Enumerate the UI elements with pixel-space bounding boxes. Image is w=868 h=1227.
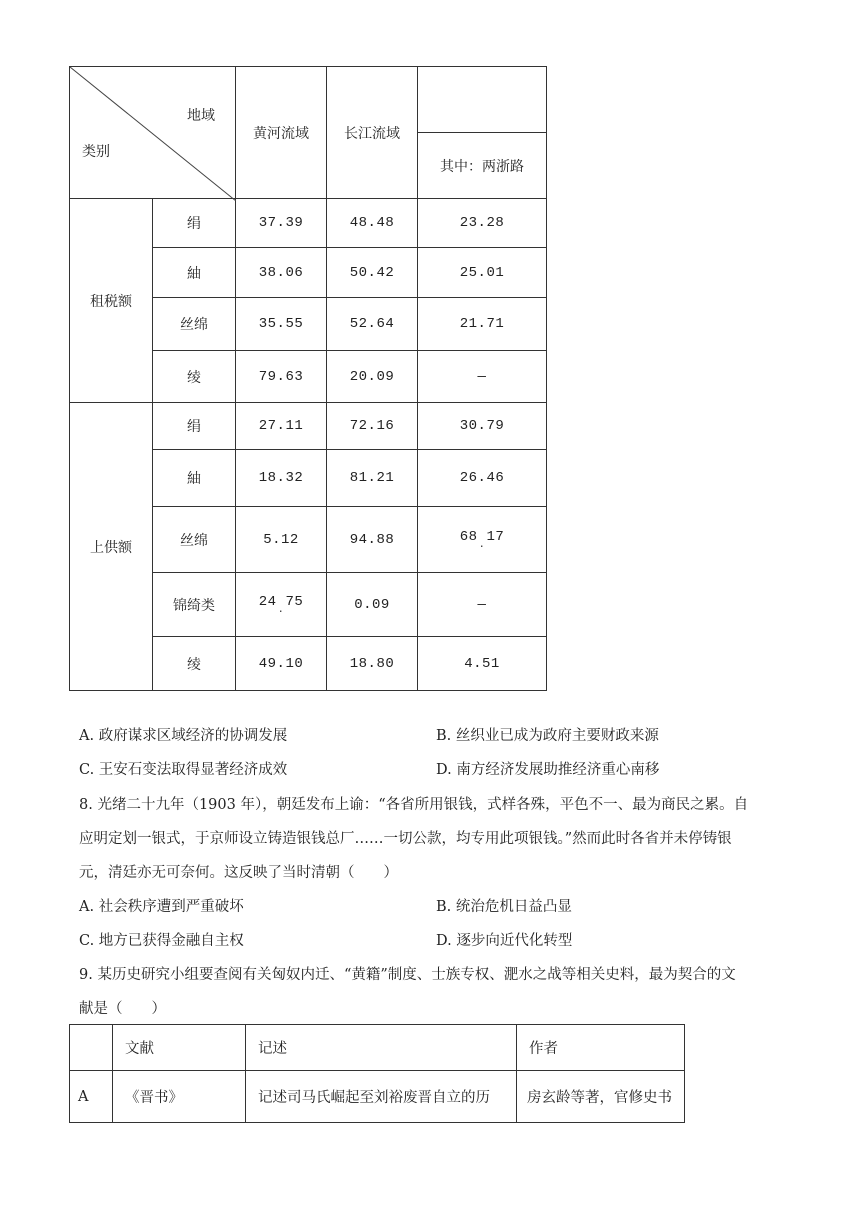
cell-huanghe: 35.55 — [236, 298, 327, 351]
cell-liangzhe: — — [418, 573, 547, 637]
header-category-label: 类别 — [82, 144, 110, 160]
item-label: 紬 — [153, 450, 236, 507]
cell-changjiang: 52.64 — [327, 298, 418, 351]
t2-row-doc: 《晋书》 — [113, 1071, 246, 1123]
cell-liangzhe — [418, 507, 547, 573]
item-label: 丝绵 — [153, 298, 236, 351]
q9-stem-line2: 献是（ ） — [79, 1001, 166, 1017]
cell-huanghe: 37.39 — [236, 199, 327, 248]
cell-huanghe: 38.06 — [236, 248, 327, 298]
cell-changjiang: 81.21 — [327, 450, 418, 507]
item-label: 绫 — [153, 637, 236, 691]
cell-changjiang: 94.88 — [327, 507, 418, 573]
t2-header-doc: 文献 — [113, 1025, 246, 1071]
t2-header-label — [70, 1025, 113, 1071]
silk-tax-table — [69, 66, 547, 691]
cell-changjiang: 48.48 — [327, 199, 418, 248]
col-header-changjiang: 长江流域 — [327, 67, 418, 199]
q7-option-d[interactable]: D. 南方经济发展助推经济重心南移 — [436, 762, 660, 778]
col-header-huanghe: 黄河流域 — [236, 67, 327, 199]
q8-stem-line1: 8. 光绪二十九年（1903 年），朝廷发布上谕：“各省所用银钱，式样各殊，平色不一、最为商民之累。自 — [79, 797, 749, 813]
q8-option-c[interactable]: C. 地方已获得金融自主权 — [79, 933, 244, 949]
t2-header-author: 作者 — [517, 1025, 685, 1071]
item-label: 绢 — [153, 403, 236, 450]
item-label: 丝绵 — [153, 507, 236, 573]
cell-liangzhe: 30.79 — [418, 403, 547, 450]
q8-option-d[interactable]: D. 逐步向近代化转型 — [436, 933, 573, 949]
cell-liangzhe: 4.51 — [418, 637, 547, 691]
cell-huanghe: 18.32 — [236, 450, 327, 507]
col-header-liangzhe: 其中：两浙路 — [418, 133, 547, 199]
header-region-label: 地域 — [187, 108, 215, 124]
item-label: 锦绮类 — [153, 573, 236, 637]
item-label: 绢 — [153, 199, 236, 248]
q7-option-c[interactable]: C. 王安石变法取得显著经济成效 — [79, 762, 288, 778]
item-label: 紬 — [153, 248, 236, 298]
cell-huanghe: 49.10 — [236, 637, 327, 691]
t2-header-desc: 记述 — [246, 1025, 517, 1071]
cell-huanghe: 5.12 — [236, 507, 327, 573]
q8-stem-line3: 元，清廷亦无可奈何。这反映了当时清朝（ ） — [79, 865, 398, 881]
t2-row-author: 房玄龄等著，官修史书 — [517, 1071, 685, 1123]
group-label-tribute: 上供额 — [70, 403, 153, 691]
t2-row-label[interactable]: A — [70, 1071, 113, 1123]
q8-option-b[interactable]: B. 统治危机日益凸显 — [436, 899, 572, 915]
diagonal-header-cell — [70, 67, 236, 199]
cell-liangzhe: — — [418, 351, 547, 403]
cell-liangzhe-value: 68 17 — [459, 528, 505, 545]
q8-option-a[interactable]: A. 社会秩序遭到严重破坏 — [79, 899, 244, 915]
literature-table — [69, 1024, 685, 1123]
t2-row-desc: 记述司马氏崛起至刘裕废晋自立的历 — [246, 1071, 517, 1123]
cell-huanghe: 27.11 — [236, 403, 327, 450]
q7-option-b[interactable]: B. 丝织业已成为政府主要财政来源 — [436, 728, 659, 744]
cell-liangzhe: 26.46 — [418, 450, 547, 507]
diagonal-line — [70, 67, 236, 201]
cell-changjiang: 18.80 — [327, 637, 418, 691]
cell-liangzhe: 23.28 — [418, 199, 547, 248]
cell-liangzhe: 21.71 — [418, 298, 547, 351]
item-label: 绫 — [153, 351, 236, 403]
cell-huanghe: 79.63 — [236, 351, 327, 403]
cell-changjiang: 50.42 — [327, 248, 418, 298]
q9-stem-line1: 9. 某历史研究小组要查阅有关匈奴内迁、“黄籍”制度、士族专权、淝水之战等相关史料，最为契合的文 — [79, 967, 736, 983]
q8-stem-line2: 应明定划一银式，于京师设立铸造银钱总厂……一切公款，均专用此项银钱。”然而此时各省并未停铸银 — [79, 831, 732, 847]
group-label-tax: 租税额 — [70, 199, 153, 403]
cell-liangzhe: 25.01 — [418, 248, 547, 298]
cell-changjiang: 0.09 — [327, 573, 418, 637]
col-header-changjiang-blank — [418, 67, 547, 133]
small-dot-mark: · — [277, 606, 285, 618]
cell-changjiang: 72.16 — [327, 403, 418, 450]
cell-huanghe-value: 24 75 — [258, 593, 304, 610]
q7-option-a[interactable]: A. 政府谋求区域经济的协调发展 — [79, 728, 288, 744]
small-dot-mark: · — [478, 541, 486, 553]
cell-changjiang: 20.09 — [327, 351, 418, 403]
cell-huanghe — [236, 573, 327, 637]
